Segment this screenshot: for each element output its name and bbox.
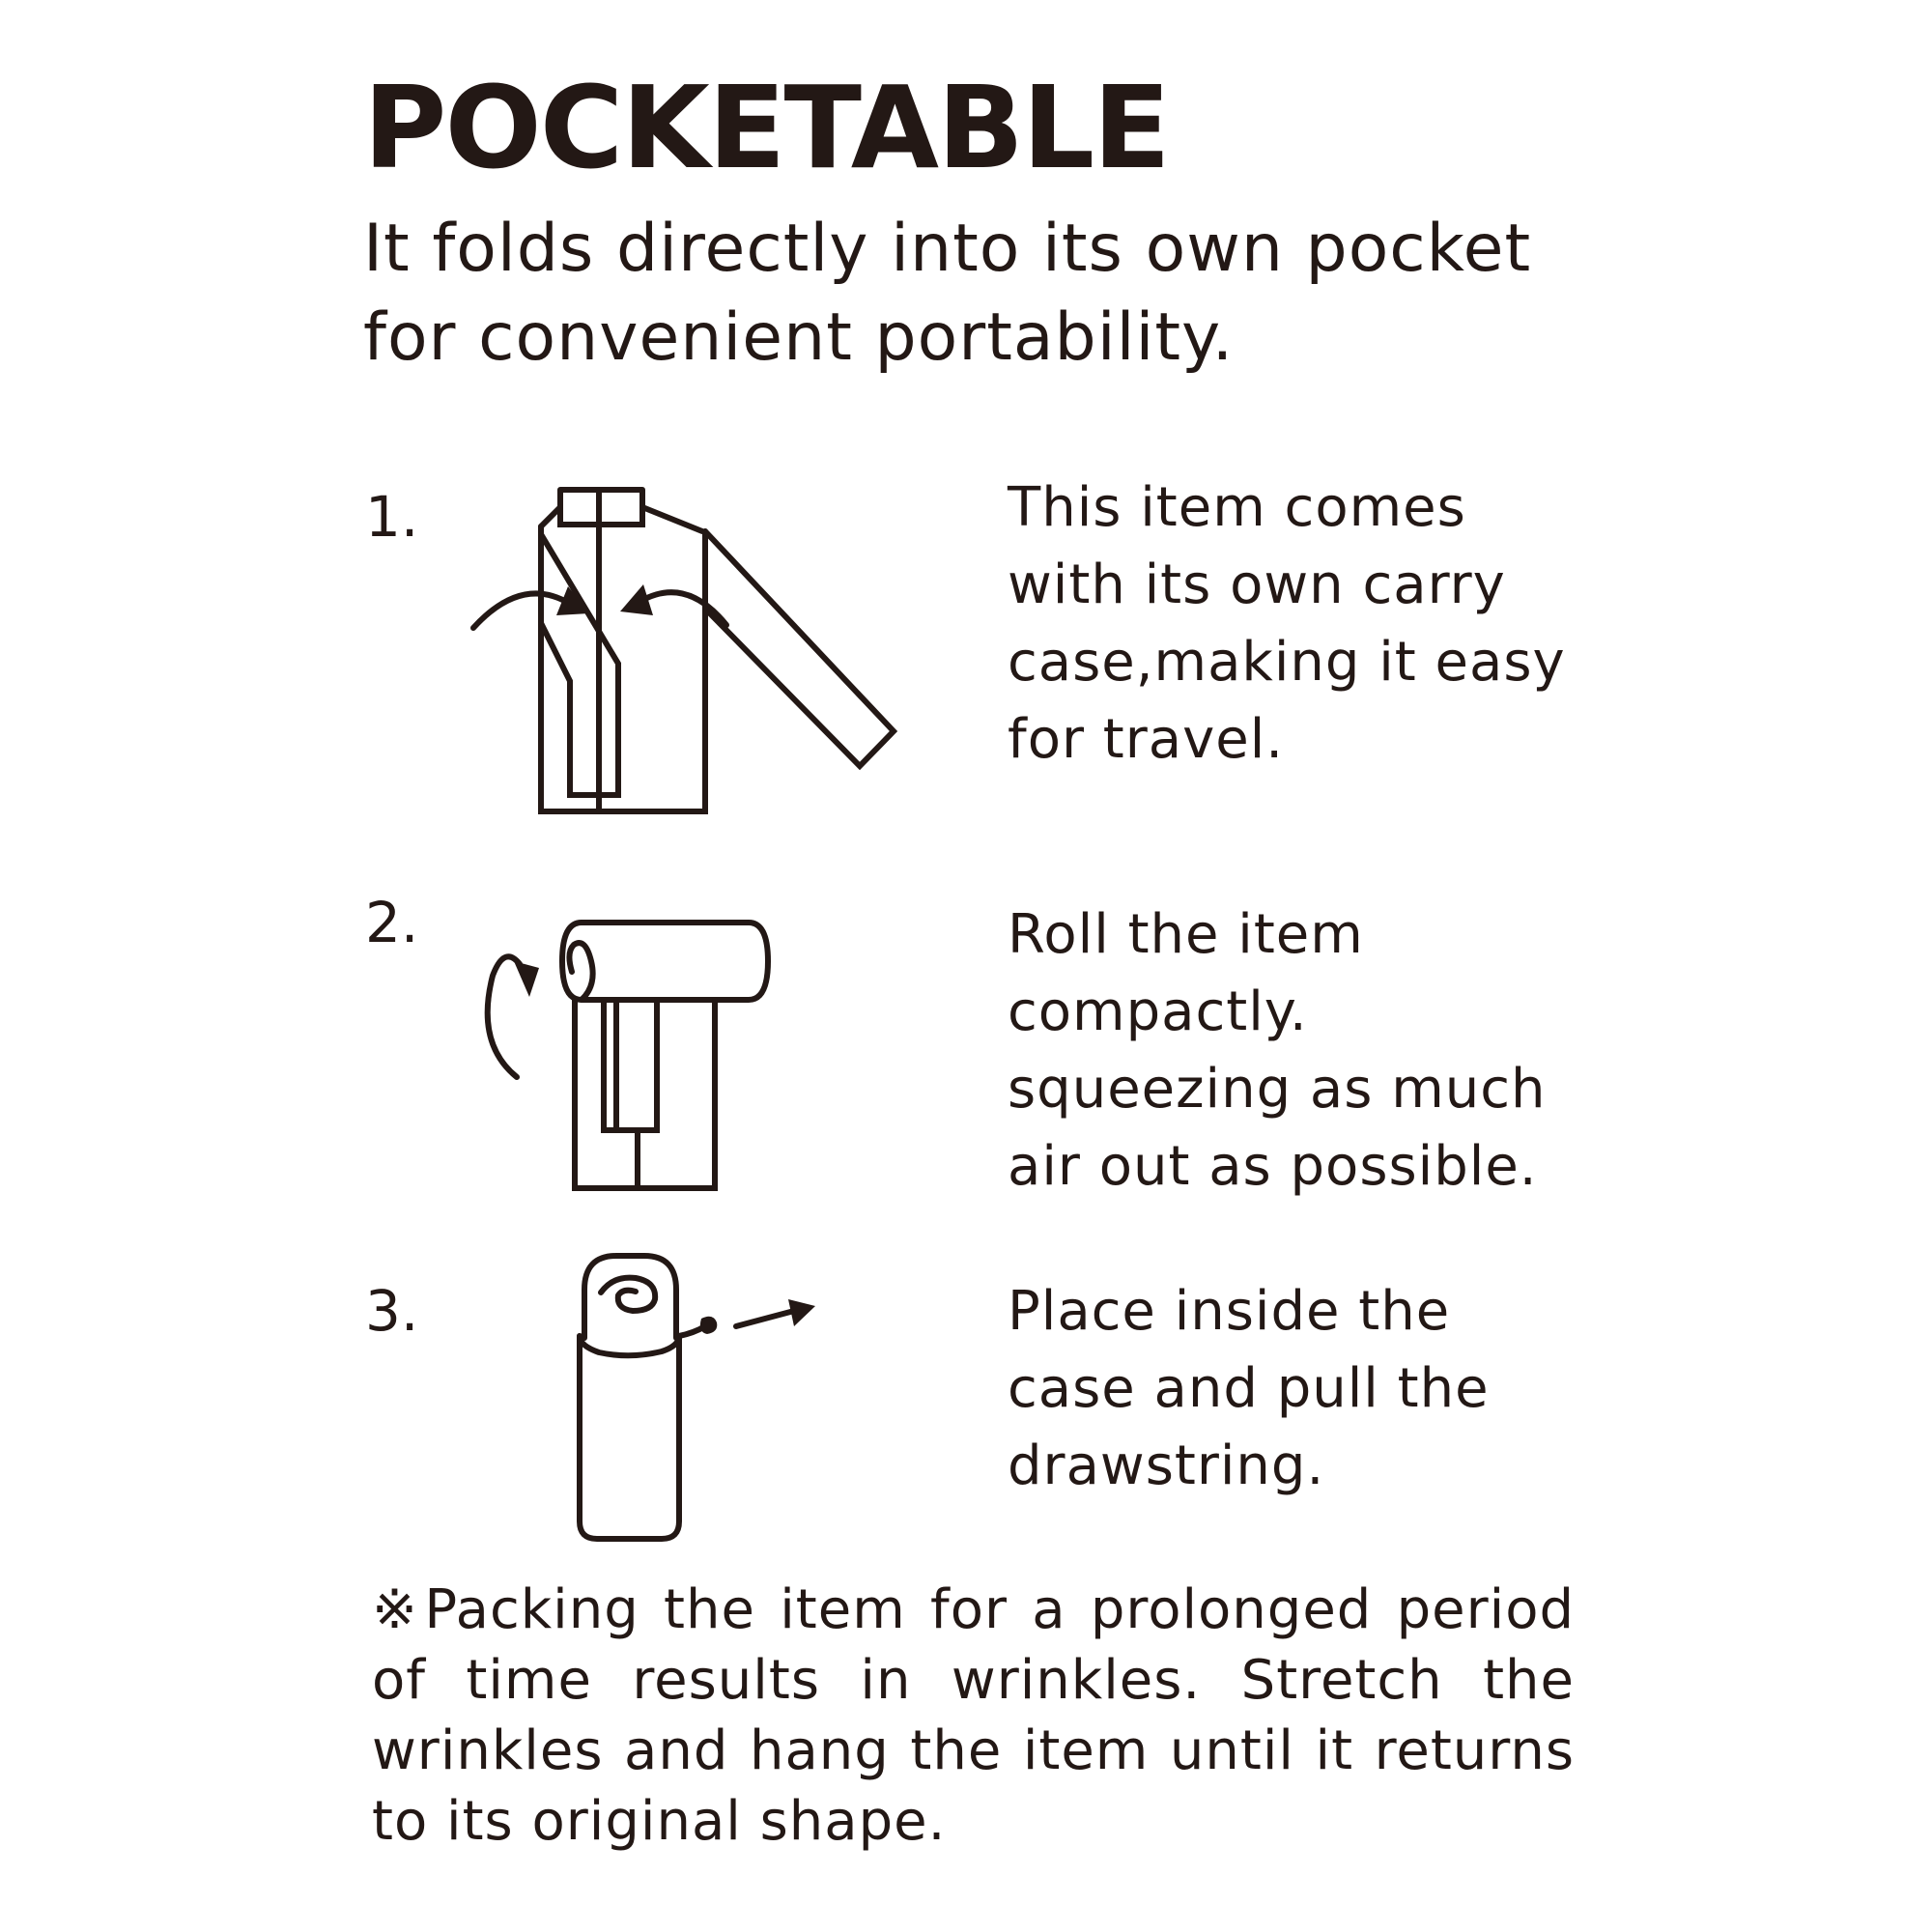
step-description: This item comes with its own carry case,making it easy for travel. bbox=[1008, 476, 1566, 771]
step-number: 1. bbox=[365, 484, 419, 550]
step-number: 3. bbox=[365, 1278, 419, 1344]
step-description: Roll the item compactly. squeezing as much air out as possible. bbox=[1008, 903, 1547, 1198]
carry-case-icon bbox=[541, 1251, 860, 1550]
care-note: ※Packing the item for a prolonged period of time results in wrinkles. Stretch the wrinkles and hang the item until it returns to its original shape. bbox=[372, 1578, 1575, 1853]
page-title: POCKETABLE bbox=[363, 61, 1169, 194]
step-number: 2. bbox=[365, 890, 419, 955]
jacket-fold-icon bbox=[454, 478, 908, 826]
page-subtitle: It folds directly into its own pocket for convenient portability. bbox=[363, 211, 1532, 376]
roll-item-icon bbox=[473, 908, 782, 1198]
step-description: Place inside the case and pull the drawstring. bbox=[1008, 1280, 1490, 1497]
